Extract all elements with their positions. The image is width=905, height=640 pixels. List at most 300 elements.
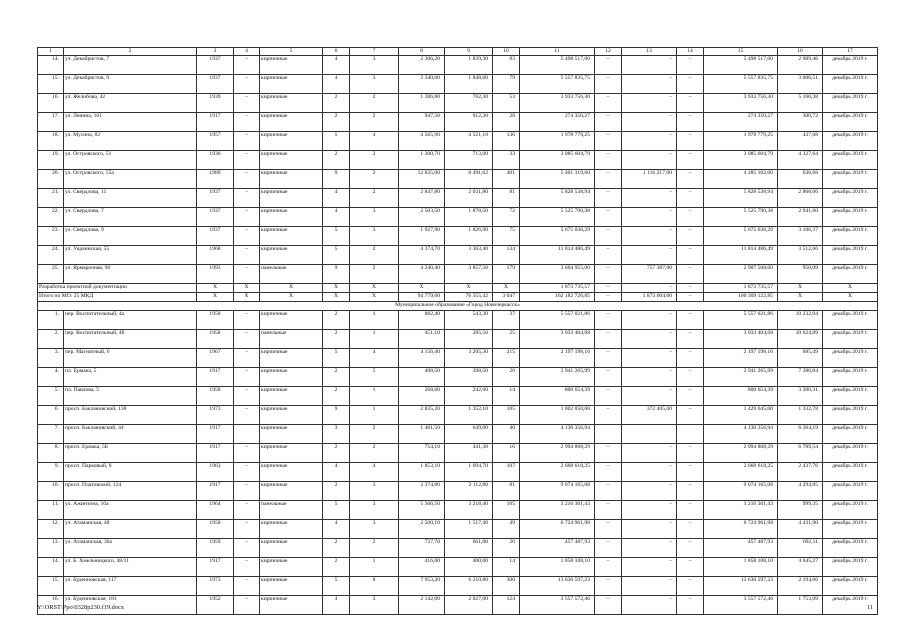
table-cell: – (622, 330, 677, 349)
table-cell: декабрь 2019 г. (823, 596, 878, 615)
table-cell: 762,30 (445, 94, 493, 113)
table-cell: – (234, 132, 260, 151)
table-cell: – (595, 113, 622, 132)
table-cell: – (677, 265, 704, 284)
table-cell: кирпичные (260, 227, 323, 246)
column-number-header: 6 (323, 48, 350, 56)
table-cell: – (622, 577, 677, 596)
table-cell: – (677, 558, 704, 577)
table-cell: 2 847,80 (399, 189, 445, 208)
table-cell: 3. (38, 349, 64, 368)
table-cell: – (622, 151, 677, 170)
table-cell: – (234, 501, 260, 520)
table-cell: X (399, 284, 445, 293)
table-cell: – (234, 406, 260, 425)
table-cell: 9 (323, 170, 350, 189)
table-cell: 3 047 (493, 293, 520, 302)
table-cell: 2 142,00 (399, 596, 445, 615)
table-cell: 49 (493, 520, 520, 539)
table-cell: 5 401 319,60 (520, 170, 595, 189)
table-cell: 1 (350, 311, 399, 330)
table-row (38, 56, 878, 75)
table-cell: 2 941 265,99 (520, 368, 595, 387)
table-cell: 4 (323, 520, 350, 539)
table-cell: – (677, 520, 704, 539)
table-cell: 2 (350, 425, 399, 444)
table-row (38, 94, 878, 113)
table-cell: 5 828 538,94 (704, 189, 778, 208)
table-cell: 2 941,60 (778, 208, 823, 227)
table-cell: – (677, 596, 704, 615)
table-cell: 3 033 404,68 (520, 330, 595, 349)
table-cell: 300 (493, 577, 520, 596)
table-cell: 5 557 835,75 (520, 75, 595, 94)
table-cell: декабрь 2019 г. (823, 463, 878, 482)
table-cell: 661,00 (445, 539, 493, 558)
table-cell: 2 994 868,29 (704, 444, 778, 463)
table-cell: 21. (38, 189, 64, 208)
table-cell: 3 205,30 (445, 349, 493, 368)
table-cell: X (234, 293, 260, 302)
table-cell: 754,10 (399, 444, 445, 463)
table-cell: декабрь 2019 г. (823, 501, 878, 520)
table-cell: ул. Мусина, 82 (64, 132, 197, 151)
table-cell: – (595, 368, 622, 387)
table-cell: ул. Б. Хмельницкого, 48/11 (64, 558, 197, 577)
table-cell: 1917 (197, 425, 234, 444)
table-cell: 737,70 (399, 539, 445, 558)
table-cell: кирпичные (260, 425, 323, 444)
table-cell: 162 182 726,85 (520, 293, 595, 302)
table-cell: кирпичные (260, 577, 323, 596)
table-cell: 300,72 (778, 113, 823, 132)
table-cell: 79 (493, 75, 520, 94)
table-cell: 10. (38, 482, 64, 501)
table-cell: 1 858 108,10 (520, 558, 595, 577)
table-row (38, 368, 878, 387)
table-cell: – (234, 482, 260, 501)
table-cell: – (595, 387, 622, 406)
table-cell: 1917 (197, 113, 234, 132)
table-cell: 2 (323, 113, 350, 132)
table-cell: 1937 (197, 75, 234, 94)
table-row (38, 387, 878, 406)
table-row (38, 482, 878, 501)
table-cell: кирпичные (260, 539, 323, 558)
table-cell: просп. Платовский, 124 (64, 482, 197, 501)
table-cell: – (234, 75, 260, 94)
table-cell: просп. Баклановский, 138 (64, 406, 197, 425)
table-cell: 882,40 (399, 311, 445, 330)
table-cell: 1936 (197, 151, 234, 170)
table-cell: 5 (323, 227, 350, 246)
table-cell: декабрь 2019 г. (823, 558, 878, 577)
table-cell: 5 498 517,00 (704, 56, 778, 75)
table-cell: декабрь 2019 г. (823, 520, 878, 539)
table-cell: 4 327,64 (778, 151, 823, 170)
table-cell: 1 (350, 558, 399, 577)
table-cell: – (595, 349, 622, 368)
document-table-area (37, 47, 877, 615)
table-cell: 17. (38, 113, 64, 132)
table-cell: – (595, 208, 622, 227)
table-cell: 1 873 735,57 (520, 284, 595, 293)
table-cell: – (595, 170, 622, 189)
table-row (38, 113, 878, 132)
table-cell: – (595, 501, 622, 520)
table-cell: – (677, 94, 704, 113)
table-cell: X (778, 284, 823, 293)
table-cell: кирпичные (260, 132, 323, 151)
table-cell: 136 (493, 132, 520, 151)
column-number-header: 14 (677, 48, 704, 56)
table-cell: – (677, 284, 704, 293)
table-row (38, 170, 878, 189)
table-cell: 13 630 597,23 (520, 577, 595, 596)
table-cell: пл. Ермака, 5 (64, 368, 197, 387)
table-cell: 2 (350, 265, 399, 284)
table-cell: 5 (323, 349, 350, 368)
table-cell: 2 868,66 (778, 189, 823, 208)
table-cell: кирпичные (260, 208, 323, 227)
table-cell: 5 675 036,29 (520, 227, 595, 246)
table-cell: – (622, 520, 677, 539)
table-cell: – (234, 330, 260, 349)
table-cell: – (677, 113, 704, 132)
table-cell: 1 853,10 (399, 463, 445, 482)
table-cell: 15. (38, 577, 64, 596)
column-number-header: 10 (493, 48, 520, 56)
table-cell: декабрь 2019 г. (823, 425, 878, 444)
table-cell: пл. Павлова, 5 (64, 387, 197, 406)
column-number-header: 1 (38, 48, 64, 56)
table-cell: 10 624,89 (778, 330, 823, 349)
table-cell: – (677, 311, 704, 330)
table-cell: – (234, 56, 260, 75)
table-cell: декабрь 2019 г. (823, 227, 878, 246)
table-cell: – (595, 94, 622, 113)
table-cell: – (234, 227, 260, 246)
table-cell: 5 (350, 368, 399, 387)
table-cell: – (677, 293, 704, 302)
table-cell: 5 366,50 (399, 501, 445, 520)
table-cell: 3 (350, 56, 399, 75)
table-cell: 3 512,66 (778, 246, 823, 265)
table-cell: 26 (493, 368, 520, 387)
table-cell: 713,00 (445, 151, 493, 170)
table-cell: 94 779,60 (399, 293, 445, 302)
table-cell: – (234, 170, 260, 189)
table-cell: ул. Свердлова, 9 (64, 227, 197, 246)
table-cell: 2. (38, 330, 64, 349)
table-cell: 5 525 790,38 (520, 208, 595, 227)
table-cell: 274 350,27 (520, 113, 595, 132)
table-cell: кирпичные (260, 558, 323, 577)
table-cell: 12 835,00 (399, 170, 445, 189)
table-cell: 1993 (197, 265, 234, 284)
table-cell: 1 332,78 (778, 406, 823, 425)
table-cell: 1968 (197, 246, 234, 265)
table-cell: – (622, 558, 677, 577)
table-row (38, 189, 878, 208)
table-cell: – (622, 311, 677, 330)
table-cell: X (197, 293, 234, 302)
table-row (38, 330, 878, 349)
table-cell: 4 285 102,00 (704, 170, 778, 189)
table-cell: 1958 (197, 311, 234, 330)
table-cell: 5 (323, 132, 350, 151)
table-cell: декабрь 2019 г. (823, 113, 878, 132)
table-cell: 451,10 (399, 330, 445, 349)
table-cell: декабрь 2019 г. (823, 246, 878, 265)
column-number-header: 15 (704, 48, 778, 56)
table-cell: декабрь 2019 г. (823, 444, 878, 463)
table-cell: 8 491,62 (445, 170, 493, 189)
table-cell: – (234, 539, 260, 558)
table-cell: 1963 (197, 463, 234, 482)
table-cell: 14. (38, 558, 64, 577)
table-cell: декабрь 2019 г. (823, 311, 878, 330)
table-cell: – (677, 577, 704, 596)
table-cell: 13. (38, 539, 64, 558)
table-cell: 3 (350, 482, 399, 501)
table-cell: кирпичные (260, 56, 323, 75)
table-cell: 692,11 (778, 539, 823, 558)
table-cell: 5 (323, 246, 350, 265)
table-cell: – (622, 132, 677, 151)
table-cell: 1937 (197, 56, 234, 75)
table-cell: 441,30 (445, 444, 493, 463)
table-cell: декабрь 2019 г. (823, 387, 878, 406)
table-row (38, 406, 878, 425)
table-cell: ул. Свердлова, 7 (64, 208, 197, 227)
table-cell: 5 160,38 (778, 94, 823, 113)
table-cell: – (622, 444, 677, 463)
table-cell: кирпичные (260, 151, 323, 170)
table-cell: 2 668 618,25 (704, 463, 778, 482)
table-cell: 11 814 486,49 (520, 246, 595, 265)
table-cell: 6 364,19 (778, 425, 823, 444)
table-cell: – (234, 444, 260, 463)
table-cell: 3 216 301,43 (520, 501, 595, 520)
table-cell: ул. Декабристов, 7 (64, 56, 197, 75)
column-number-header: 16 (778, 48, 823, 56)
table-cell: кирпичные (260, 94, 323, 113)
table-cell: 401 (493, 170, 520, 189)
table-cell: 2 197 198,16 (520, 349, 595, 368)
table-cell: – (677, 208, 704, 227)
table-cell: пер. Воспитательный, 4б (64, 330, 197, 349)
table-cell: ул. Буденновская, 181 (64, 596, 197, 615)
table-cell: 2 (350, 539, 399, 558)
table-cell: – (595, 246, 622, 265)
table-cell: 2 031,80 (445, 189, 493, 208)
table-cell: – (677, 132, 704, 151)
table-cell: – (234, 246, 260, 265)
table-cell: – (622, 539, 677, 558)
table-cell: 3 006,51 (778, 75, 823, 94)
table-cell: декабрь 2019 г. (823, 170, 878, 189)
table-cell (677, 425, 704, 444)
table-cell: X (350, 284, 399, 293)
table-cell: X (445, 284, 493, 293)
table-cell: 13 630 597,23 (704, 577, 778, 596)
table-row (38, 501, 878, 520)
table-cell: 1 352,10 (445, 406, 493, 425)
table-row (38, 265, 878, 284)
table-cell: – (234, 113, 260, 132)
column-number-header: 7 (350, 48, 399, 56)
table-cell: 5 498 517,00 (520, 56, 595, 75)
table-cell: – (622, 387, 677, 406)
table-cell: декабрь 2019 г. (823, 539, 878, 558)
table-row (38, 132, 878, 151)
table-cell: – (622, 75, 677, 94)
table-cell: 3 857,50 (445, 265, 493, 284)
housing-repair-table (37, 47, 878, 615)
table-row (38, 349, 878, 368)
table-cell: 685,49 (778, 349, 823, 368)
column-number-header: 12 (595, 48, 622, 56)
table-cell: 3 216 301,43 (704, 501, 778, 520)
table-cell: ул. Украинская, 55 (64, 246, 197, 265)
table-cell: просп. Парковый, 8 (64, 463, 197, 482)
table-cell: 24. (38, 246, 64, 265)
column-number-header: 11 (520, 48, 595, 56)
table-cell: 5 828 538,94 (520, 189, 595, 208)
table-cell: 1 878,50 (445, 208, 493, 227)
table-cell: – (234, 520, 260, 539)
table-cell: 3 300,31 (778, 387, 823, 406)
table-cell: – (595, 444, 622, 463)
table-cell: X (234, 284, 260, 293)
table-cell: 2 (350, 444, 399, 463)
table-cell: – (595, 293, 622, 302)
table-row (38, 425, 878, 444)
table-cell: ул. Ярмарочная, 90 (64, 265, 197, 284)
table-cell: кирпичные (260, 246, 323, 265)
table-cell: 1989 (197, 170, 234, 189)
table-cell: 2 027,00 (445, 596, 493, 615)
table-cell: – (234, 387, 260, 406)
table-row (38, 520, 878, 539)
table-cell: 5 557 835,75 (704, 75, 778, 94)
table-cell: 4 (323, 596, 350, 615)
table-cell: 4 (323, 75, 350, 94)
table-cell: 7 380,84 (778, 368, 823, 387)
table-cell: 1937 (197, 189, 234, 208)
table-cell: 1 517,40 (445, 520, 493, 539)
table-cell: – (677, 330, 704, 349)
table-cell: ул. Свердлова, 11 (64, 189, 197, 208)
table-cell: – (595, 482, 622, 501)
table-cell: 14. (38, 56, 64, 75)
table-cell: 215 (493, 349, 520, 368)
table-cell: 999,35 (778, 501, 823, 520)
table-cell: декабрь 2019 г. (823, 56, 878, 75)
table-cell: 1 978 779,25 (704, 132, 778, 151)
table-cell: 1964 (197, 501, 234, 520)
table-cell: X (823, 284, 878, 293)
table-cell: – (677, 368, 704, 387)
row-label: Итого по МО: 25 МКД (38, 293, 197, 302)
table-cell: – (595, 227, 622, 246)
table-cell (595, 425, 622, 444)
table-cell: 81 (493, 189, 520, 208)
table-cell: – (234, 94, 260, 113)
table-cell: 437,68 (778, 132, 823, 151)
table-cell: ул. Ажинтона, 16а (64, 501, 197, 520)
table-cell: – (622, 94, 677, 113)
table-cell: 1 094,70 (445, 463, 493, 482)
table-cell: 6 789,54 (778, 444, 823, 463)
table-cell: 4 (323, 56, 350, 75)
table-cell: 1917 (197, 444, 234, 463)
table-cell: – (677, 246, 704, 265)
table-cell: 53 (493, 94, 520, 113)
table-body (38, 48, 878, 615)
table-cell: 1917 (197, 558, 234, 577)
table-cell: 5. (38, 387, 64, 406)
table-cell: кирпичные (260, 170, 323, 189)
table-cell: 23. (38, 227, 64, 246)
table-cell: ул. Островского, 51 (64, 151, 197, 170)
table-cell: 33 (493, 151, 520, 170)
table-cell: 1957 (197, 132, 234, 151)
table-cell: 1 848,60 (445, 75, 493, 94)
row-label: Разработка проектной документации (38, 284, 197, 293)
table-cell: 408,50 (399, 368, 445, 387)
table-cell: 1 (350, 330, 399, 349)
table-cell: X (493, 284, 520, 293)
footer-file-path: Y:\ORST\Ppo\0328p230.f19.docx (37, 604, 125, 611)
table-cell: 1 873 735,57 (704, 284, 778, 293)
table-cell: – (234, 463, 260, 482)
page-number: 11 (866, 604, 873, 611)
table-cell: 268,60 (399, 387, 445, 406)
table-cell: 9 074 165,08 (704, 482, 778, 501)
table-cell: 105 (493, 501, 520, 520)
table-cell: – (234, 151, 260, 170)
table-cell: 28 (493, 113, 520, 132)
table-cell: – (677, 539, 704, 558)
table-cell: 2 197 198,16 (704, 349, 778, 368)
table-cell: 2 994 868,29 (520, 444, 595, 463)
table-cell: 649,00 (445, 425, 493, 444)
table-cell: 2 (323, 330, 350, 349)
table-cell: 543,30 (445, 311, 493, 330)
table-cell: 372 405,00 (622, 406, 677, 425)
table-cell: 83 (493, 56, 520, 75)
table-cell: – (234, 189, 260, 208)
table-cell: – (677, 151, 704, 170)
table-cell: 3 557 572,46 (704, 596, 778, 615)
table-cell: 8. (38, 444, 64, 463)
table-cell: 9. (38, 463, 64, 482)
table-cell: 105 (493, 406, 520, 425)
table-cell: 107 (493, 463, 520, 482)
table-cell: – (595, 539, 622, 558)
table-cell: – (595, 189, 622, 208)
table-cell: 416,00 (399, 558, 445, 577)
table-cell: – (234, 208, 260, 227)
table-cell: – (234, 349, 260, 368)
table-cell: – (622, 227, 677, 246)
table-cell: 2 835,20 (399, 406, 445, 425)
table-cell: 11 814 486,49 (704, 246, 778, 265)
table-cell: 4 130 356,94 (704, 425, 778, 444)
table-cell: 3 557 572,46 (520, 596, 595, 615)
